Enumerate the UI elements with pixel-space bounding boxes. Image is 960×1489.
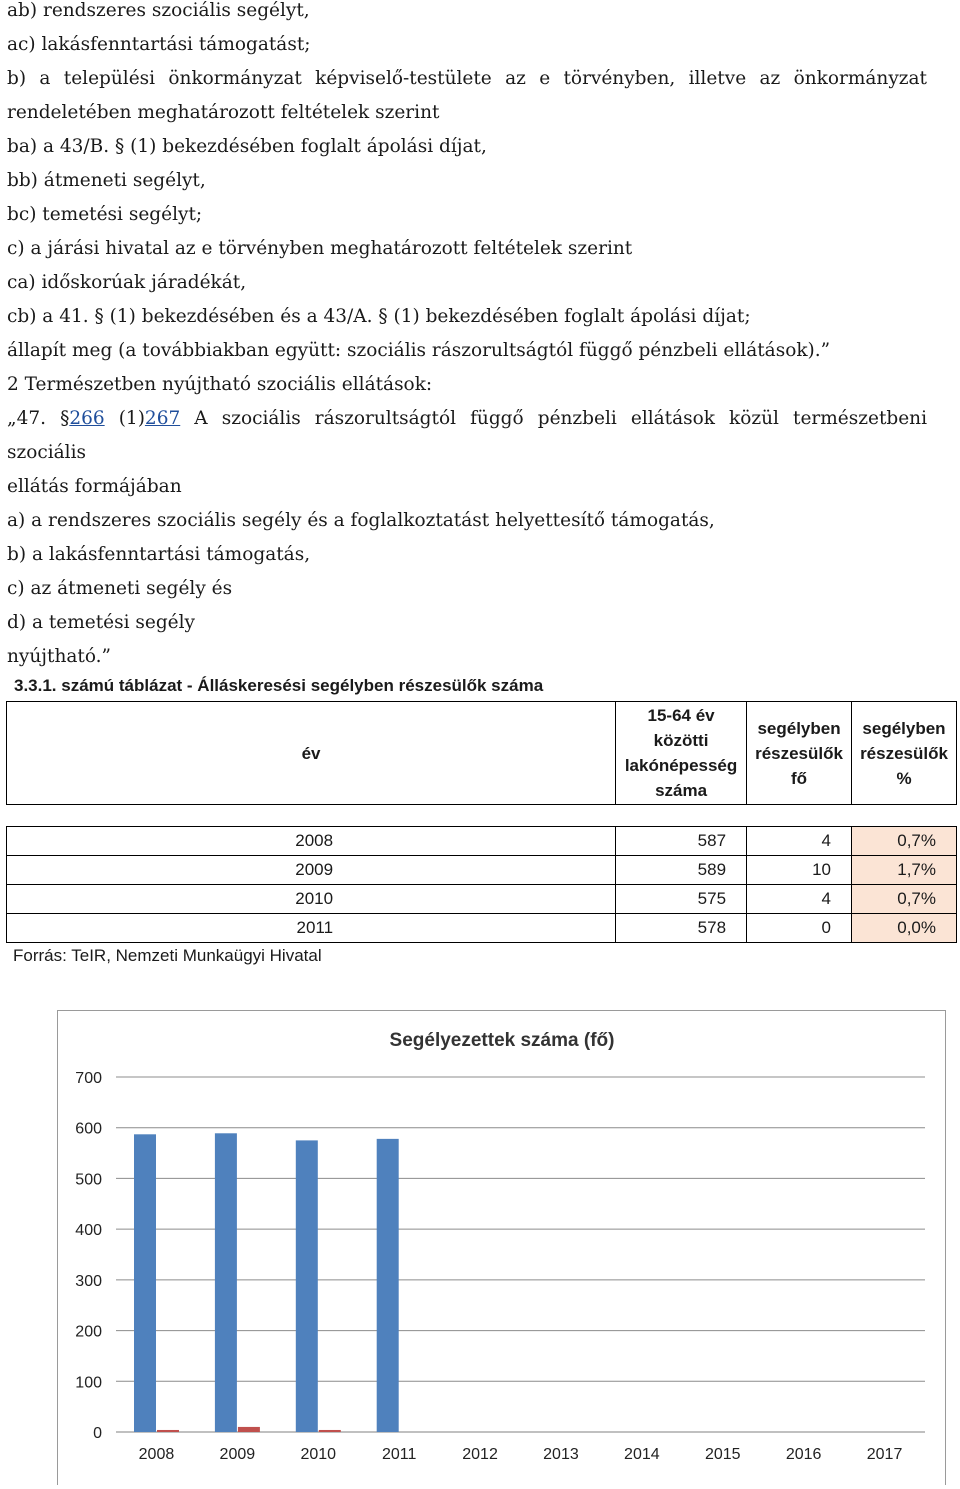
cell-population: 589 [616,856,747,885]
cell-percent: 1,7% [852,856,957,885]
header-line: közötti [653,731,709,750]
text-line: c) a járási hivatal az e törvényben meghatározott feltételek szerint [7,238,633,259]
x-tick-label: 2011 [381,1446,417,1463]
header-percent [852,702,957,805]
table-row [7,827,957,856]
header-line: részesülők [860,743,948,763]
y-tick-label: 200 [75,1323,102,1341]
cell-year: 2010 [7,885,616,914]
header-line: fő [791,768,808,788]
y-tick-label: 700 [75,1070,102,1087]
section-47-text: A szociális rászorultságtól függő pénzbeli ellátások közül természetbeni szociális [7,408,927,463]
cell-population: 587 [616,827,747,856]
header-line: segélyben [862,718,946,738]
cell-percent: 0,7% [852,885,957,914]
table-row [7,885,957,914]
cell-percent: 0,7% [852,827,957,856]
list-item: b) a lakásfenntartási támogatás, [7,544,311,565]
header-recipients [747,702,852,805]
table-source: Forrás: TeIR, Nemzeti Munkaügyi Hivatal [13,946,322,965]
x-tick-label: 2016 [785,1446,822,1463]
bar-population [215,1133,237,1432]
text-line: ca) időskorúak járadékát, [7,272,247,293]
y-axis-ticks [75,1070,102,1442]
text-line: ab) rendszeres szociális segélyt, [7,0,310,21]
header-line: segélyben [757,718,841,738]
paragraph-number: (1) [104,408,145,429]
text-line: cb) a 41. § (1) bekezdésében és a 43/A. § (1) bekezdésében foglalt ápolási díjat; [7,306,751,327]
header-year: év [7,702,616,805]
x-tick-label: 2010 [300,1446,337,1463]
header-population [616,702,747,805]
cell-population: 575 [616,885,747,914]
x-tick-label: 2008 [138,1446,175,1463]
bar-population [296,1140,318,1432]
table-row [7,856,957,885]
text-line: állapít meg (a továbbiakban együtt: szociális rászorultságtól függő pénzbeli ellátások).” [7,340,831,361]
bar-chart [58,1011,945,1485]
cell-recipients: 0 [747,914,852,943]
y-tick-label: 400 [75,1222,102,1240]
y-tick-label: 100 [75,1374,102,1392]
section-47-prefix: „47. § [7,408,70,429]
y-tick-label: 500 [75,1171,102,1189]
text-line: ba) a 43/B. § (1) bekezdésében foglalt ápolási díjat, [7,136,487,157]
chart-grid [116,1077,925,1432]
table-row [7,914,957,943]
recipients-table [6,701,957,943]
header-line: részesülők [755,743,843,763]
cell-year: 2008 [7,827,616,856]
header-line: száma [655,781,708,800]
cell-year: 2011 [7,914,616,943]
text-line: bc) temetési segélyt; [7,204,203,225]
bar-population [134,1134,156,1432]
cell-population: 578 [616,914,747,943]
bar-recipients [238,1427,260,1432]
chart-container [57,1010,946,1485]
x-tick-label: 2012 [462,1446,498,1463]
list-item: d) a temetési segély [7,612,195,633]
text-line: ellátás formájában [7,476,182,497]
x-tick-label: 2015 [704,1446,741,1463]
x-tick-label: 2009 [219,1446,256,1463]
cell-percent: 0,0% [852,914,957,943]
header-line: 15-64 év [647,706,715,725]
text-line: bb) átmeneti segélyt, [7,170,206,191]
header-line: lakónépesség [624,756,738,775]
x-axis-ticks [139,1446,903,1463]
text-line: 2 Természetben nyújtható szociális ellátások: [7,374,433,395]
y-tick-label: 0 [93,1425,102,1442]
bar-recipients [157,1430,179,1432]
list-item: nyújtható.” [7,646,111,667]
x-tick-label: 2014 [624,1446,660,1463]
footnote-link-266[interactable]: 266 [69,408,105,429]
list-item: c) az átmeneti segély és [7,578,233,599]
header-line: % [896,768,912,788]
legal-text [7,0,927,674]
x-tick-label: 2013 [543,1446,579,1463]
cell-recipients: 10 [747,856,852,885]
table-caption: 3.3.1. számú táblázat - Álláskeresési segélyben részesülők száma [14,676,544,695]
cell-year: 2009 [7,856,616,885]
text-line: b) a települési önkormányzat képviselő-testülete az e törvényben, illetve az önkormányzat [7,68,927,89]
footnote-link-267[interactable]: 267 [144,408,181,429]
table-header-row [7,702,957,805]
cell-recipients: 4 [747,827,852,856]
cell-recipients: 4 [747,885,852,914]
y-tick-label: 600 [75,1120,102,1138]
chart-title: Segélyezettek száma (fő) [389,1030,615,1051]
text-line: ac) lakásfenntartási támogatást; [7,34,311,55]
bar-population [377,1139,399,1432]
y-tick-label: 300 [75,1272,102,1290]
list-item: a) a rendszeres szociális segély és a foglalkoztatást helyettesítő támogatás, [7,510,715,531]
x-tick-label: 2017 [866,1446,903,1463]
bar-recipients [319,1430,341,1432]
section-47-line [7,402,927,470]
text-line: rendeletében meghatározott feltételek szerint [7,102,440,123]
table-spacer-row [7,805,957,827]
